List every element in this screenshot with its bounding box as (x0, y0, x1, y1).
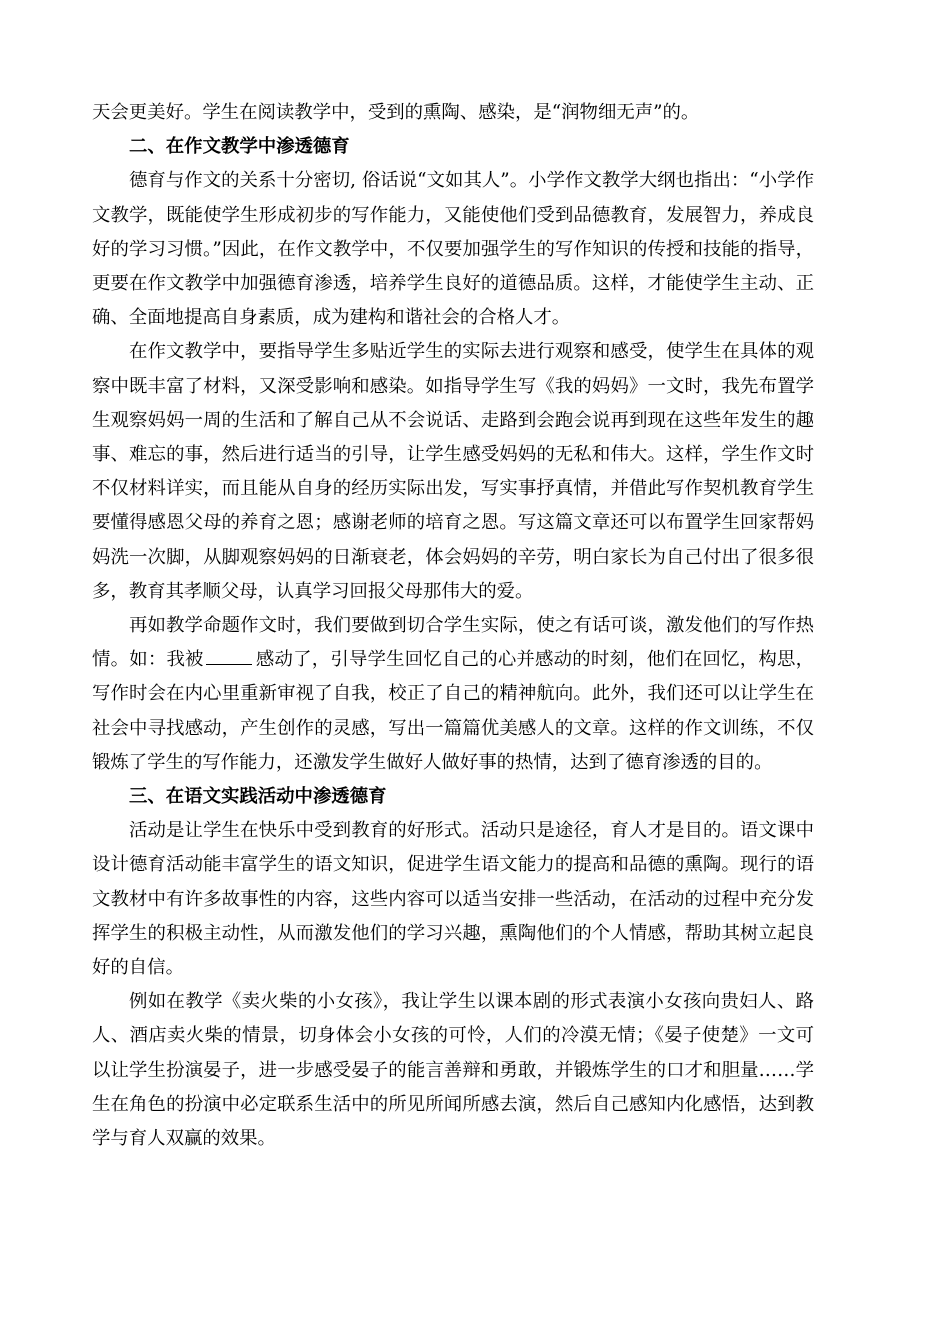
paragraph-topic-essay-part1: 再如教学命题作文时，我们要做到切合学生实际，使之有话可谈，激发他们的写作热情。如：我被 (92, 615, 814, 671)
section-heading-3: 三、在语文实践活动中渗透德育 (129, 786, 387, 808)
paragraph-activities: 活动是让学生在快乐中受到教育的好形式。活动只是途径，育人才是目的。语文课中设计德育活动能丰富学生的语文知识，促进学生语文能力的提高和品德的熏陶。现行的语文教材中有许多故事性的内容，这些内容可以适当安排一些活动，在活动的过程中充分发挥学生的积极主动性，从而激发他们的学习兴趣，熏陶他们的个人情感，帮助其树立起良好的自信。 (92, 820, 814, 979)
document-page (92, 96, 814, 1156)
fill-in-blank (206, 646, 252, 665)
section-heading-2: 二、在作文教学中渗透德育 (129, 136, 350, 158)
paragraph-writing-moral: 德育与作文的关系十分密切, 俗话说“文如其人”。小学作文教学大纲也指出：“小学作文教学，既能使学生形成初步的写作能力，又能使他们受到品德教育，发展智力，养成良好的学习习惯。”因此，在作文教学中，不仅要加强学生的写作知识的传授和技能的指导，更要在作文教学中加强德育渗透，培养学生良好的道德品质。这样，才能使学生主动、正确、全面地提高自身素质，成为建构和谐社会的合格人才。 (92, 170, 814, 329)
paragraph-observation: 在作文教学中，要指导学生多贴近学生的实际去进行观察和感受，使学生在具体的观察中既丰富了材料，又深受影响和感染。如指导学生写《我的妈妈》一文时，我先布置学生观察妈妈一周的生活和了解自己从不会说话、走路到会跑会说再到现在这些年发生的趣事、难忘的事，然后进行适当的引导，让学生感受妈妈的无私和伟大。这样，学生作文时不仅材料详实，而且能从自身的经历实际出发，写实事抒真情，并借此写作契机教育学生要懂得感恩父母的养育之恩；感谢老师的培育之恩。写这篇文章还可以布置学生回家帮妈妈洗一次脚，从脚观察妈妈的日渐衰老，体会妈妈的辛劳，明白家长为自己付出了很多很多，教育其孝顺父母，认真学习回报父母那伟大的爱。 (92, 341, 814, 602)
paragraph-example: 例如在教学《卖火柴的小女孩》，我让学生以课本剧的形式表演小女孩向贵妇人、路人、酒店卖火柴的情景，切身体会小女孩的可怜，人们的冷漠无情；《晏子使楚》一文可以让学生扮演晏子，进一步感受晏子的能言善辩和勇敢，并锻炼学生的口才和胆量……学生在角色的扮演中必定联系生活中的所见所闻所感去演，然后自己感知内化感悟，达到教学与育人双赢的效果。 (92, 991, 814, 1150)
paragraph-topic-essay-part2: 感动了，引导学生回忆自己的心并感动的时刻，他们在回忆，构思，写作时会在内心里重新审视了自我，校正了自己的精神航向。此外，我们还可以让学生在社会中寻找感动，产生创作的灵感，写出一篇篇优美感人的文章。这样的作文训练，不仅锻炼了学生的写作能力，还激发学生做好人做好事的热情，达到了德育渗透的目的。 (92, 649, 814, 773)
paragraph-continuation: 天会更美好。学生在阅读教学中，受到的熏陶、感染，是“润物细无声”的。 (92, 102, 700, 123)
paragraph-topic-essay (92, 609, 814, 780)
